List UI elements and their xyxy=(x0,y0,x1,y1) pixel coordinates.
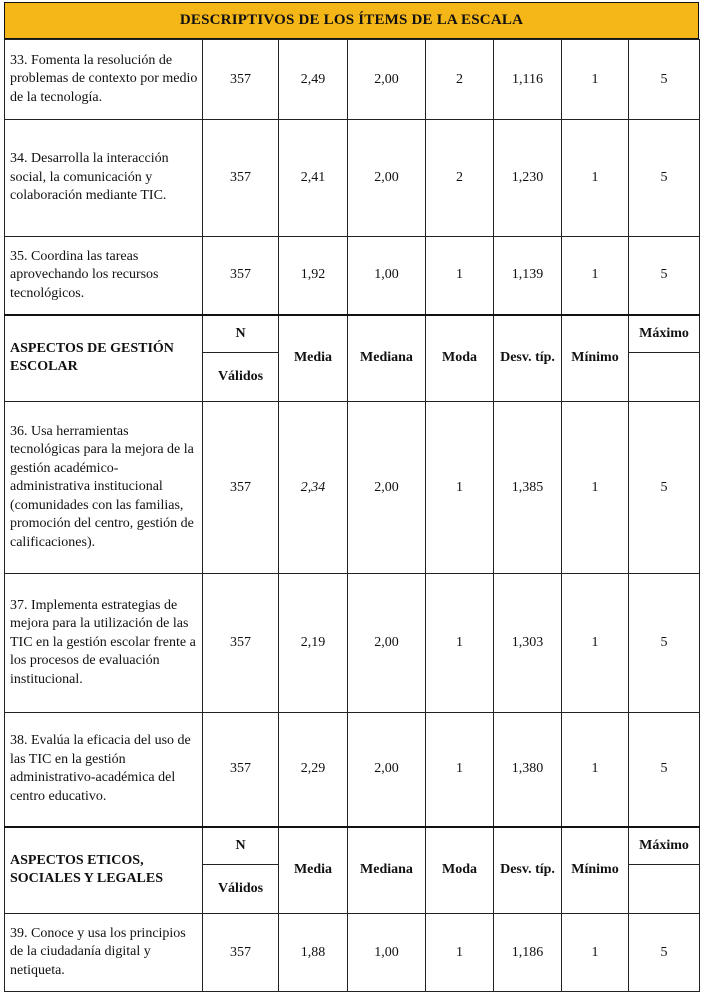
desv-value: 1,139 xyxy=(494,237,562,315)
item-description: 33. Fomenta la resolución de problemas de contexto por medio de la tecnología. xyxy=(5,40,203,120)
moda-value: 2 xyxy=(426,120,494,237)
media-header: Media xyxy=(279,827,348,914)
n-value: 357 xyxy=(203,574,279,713)
moda-value: 1 xyxy=(426,237,494,315)
item-description: 37. Implementa estrategias de mejora para la utilización de las TIC en la gestión escolar frente a los procesos de evaluación institucional. xyxy=(5,574,203,713)
media-value: 1,92 xyxy=(279,237,348,315)
desv-value: 1,186 xyxy=(494,914,562,992)
minimo-value: 1 xyxy=(562,914,629,992)
mediana-value: 1,00 xyxy=(348,237,426,315)
minimo-header: Mínimo xyxy=(562,315,629,402)
minimo-value: 1 xyxy=(562,237,629,315)
minimo-value: 1 xyxy=(562,713,629,827)
section-title-eticos: ASPECTOS ETICOS, SOCIALES Y LEGALES xyxy=(5,827,203,914)
validos-header: Válidos xyxy=(203,353,279,402)
moda-header: Moda xyxy=(426,315,494,402)
moda-value: 1 xyxy=(426,402,494,574)
n-value: 357 xyxy=(203,40,279,120)
descriptives-table xyxy=(4,39,700,992)
section-header-row xyxy=(5,827,700,865)
mediana-header: Mediana xyxy=(348,315,426,402)
descriptives-table-page xyxy=(4,2,699,992)
validos-header: Válidos xyxy=(203,865,279,914)
maximo-header: Máximo xyxy=(629,827,700,865)
n-header: N xyxy=(203,315,279,353)
maximo-value: 5 xyxy=(629,914,700,992)
maximo-value: 5 xyxy=(629,237,700,315)
desv-value: 1,116 xyxy=(494,40,562,120)
item-description: 35. Coordina las tareas aprovechando los recursos tecnológicos. xyxy=(5,237,203,315)
mediana-value: 1,00 xyxy=(348,914,426,992)
maximo-value: 5 xyxy=(629,574,700,713)
moda-value: 1 xyxy=(426,713,494,827)
mediana-value: 2,00 xyxy=(348,120,426,237)
media-value: 1,88 xyxy=(279,914,348,992)
maximo-value: 5 xyxy=(629,40,700,120)
item-description: 38. Evalúa la eficacia del uso de las TIC en la gestión administrativo-académica del centro educativo. xyxy=(5,713,203,827)
minimo-value: 1 xyxy=(562,40,629,120)
mediana-header: Mediana xyxy=(348,827,426,914)
item-description: 34. Desarrolla la interacción social, la comunicación y colaboración mediante TIC. xyxy=(5,120,203,237)
n-value: 357 xyxy=(203,237,279,315)
table-row xyxy=(5,713,700,827)
maximo-value: 5 xyxy=(629,120,700,237)
section-header-row xyxy=(5,315,700,353)
desv-value: 1,385 xyxy=(494,402,562,574)
n-value: 357 xyxy=(203,713,279,827)
mediana-value: 2,00 xyxy=(348,402,426,574)
desv-value: 1,303 xyxy=(494,574,562,713)
table-row xyxy=(5,120,700,237)
table-row xyxy=(5,237,700,315)
n-value: 357 xyxy=(203,914,279,992)
media-value: 2,19 xyxy=(279,574,348,713)
table-title: DESCRIPTIVOS DE LOS ÍTEMS DE LA ESCALA xyxy=(179,12,524,28)
table-row xyxy=(5,402,700,574)
item-description: 39. Conoce y usa los principios de la ciudadanía digital y netiqueta. xyxy=(5,914,203,992)
media-value: 2,34 xyxy=(279,402,348,574)
table-row xyxy=(5,914,700,992)
section-title-gestion: ASPECTOS DE GESTIÓN ESCOLAR xyxy=(5,315,203,402)
desv-header: Desv. típ. xyxy=(494,315,562,402)
minimo-value: 1 xyxy=(562,402,629,574)
media-value: 2,29 xyxy=(279,713,348,827)
moda-value: 1 xyxy=(426,914,494,992)
desv-value: 1,230 xyxy=(494,120,562,237)
minimo-header: Mínimo xyxy=(562,827,629,914)
n-header: N xyxy=(203,827,279,865)
moda-value: 2 xyxy=(426,40,494,120)
media-value: 2,41 xyxy=(279,120,348,237)
minimo-value: 1 xyxy=(562,120,629,237)
maximo-value: 5 xyxy=(629,402,700,574)
n-value: 357 xyxy=(203,402,279,574)
maximo-value: 5 xyxy=(629,713,700,827)
empty-cell xyxy=(629,865,700,914)
n-value: 357 xyxy=(203,120,279,237)
table-title-banner xyxy=(4,2,699,39)
desv-value: 1,380 xyxy=(494,713,562,827)
table-row xyxy=(5,40,700,120)
moda-header: Moda xyxy=(426,827,494,914)
item-description: 36. Usa herramientas tecnológicas para la mejora de la gestión académico-administrativa institucional (comunidades con las familias, promoción del centro, gestión de calificaciones). xyxy=(5,402,203,574)
maximo-header: Máximo xyxy=(629,315,700,353)
mediana-value: 2,00 xyxy=(348,574,426,713)
table-row xyxy=(5,574,700,713)
mediana-value: 2,00 xyxy=(348,713,426,827)
media-header: Media xyxy=(279,315,348,402)
moda-value: 1 xyxy=(426,574,494,713)
desv-header: Desv. típ. xyxy=(494,827,562,914)
media-value: 2,49 xyxy=(279,40,348,120)
mediana-value: 2,00 xyxy=(348,40,426,120)
minimo-value: 1 xyxy=(562,574,629,713)
empty-cell xyxy=(629,353,700,402)
